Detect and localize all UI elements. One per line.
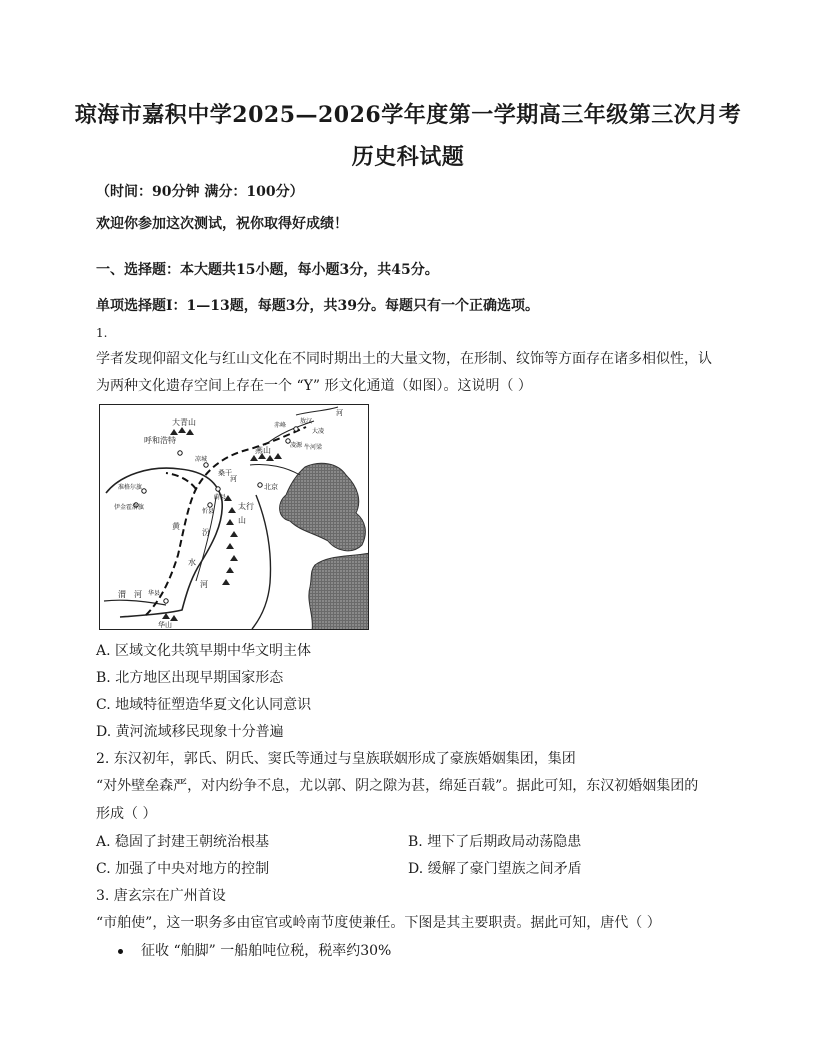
q2-stem-line1: 2. 东汉初年，郭氏、阴氏、窦氏等通过与皇族联姻形成了豪族婚姻集团，集团 xyxy=(96,751,576,767)
q3-stem-line1: 3. 唐玄宗在广州首设 xyxy=(96,888,226,904)
label-taihang: 太行 xyxy=(238,502,254,511)
label-huaxian: 华县 xyxy=(148,590,161,597)
daqingshan-mountains xyxy=(170,427,194,435)
bohai-sea xyxy=(280,463,366,551)
label-wei: 渭 xyxy=(118,590,126,599)
q3-bullet-1-text: 征收 “舶脚” 一船舶吨位税，税率约30% xyxy=(141,943,392,959)
y-corridor-route xyxy=(146,427,306,615)
label-chifeng: 赤峰 xyxy=(274,422,287,429)
q3-bullet-1 xyxy=(118,940,391,960)
label-yijinhuoluo: 伊金霍洛旗 xyxy=(114,504,145,511)
label-xinxian: 忻县 xyxy=(202,508,215,515)
label-liangcheng: 凉城 xyxy=(195,456,208,463)
label-beijing: 北京 xyxy=(264,483,278,491)
welcome-text: 欢迎你参加这次测试，祝你取得好成绩！ xyxy=(96,216,348,232)
label-daqingshan: 大青山 xyxy=(172,418,196,427)
yellow-sea xyxy=(309,553,369,630)
huashan-mountains xyxy=(162,613,178,621)
q1-option-b: B. 北方地区出现早期国家形态 xyxy=(96,670,284,686)
section-heading: 一、选择题：本大题共15小题，每小题3分，共45分。 xyxy=(96,262,439,278)
q2-option-c: C. 加强了中央对地方的控制 xyxy=(96,861,270,877)
label-yuxian: 蔚县 xyxy=(214,494,227,501)
map-figure xyxy=(100,405,369,630)
label-taihang-2: 山 xyxy=(238,516,246,525)
label-aohan: 敖汉 xyxy=(300,418,313,425)
sanggan-river xyxy=(250,464,300,475)
label-hohhot: 呼和浩特 xyxy=(144,436,176,445)
y-shaped-corridor-map xyxy=(99,404,369,630)
label-huang-2: 河 xyxy=(200,580,208,589)
bullet-dot-icon xyxy=(118,949,123,954)
label-huang: 黄 xyxy=(172,522,180,531)
q1-stem-line1: 学者发现仰韶文化与红山文化在不同时期出土的大量文物，在形制、纹饰等方面存在诸多相似性，认 xyxy=(96,351,712,367)
q3-stem-line2: “市舶使”，这一职务多由宦官或岭南节度使兼任。下图是其主要职责。据此可知，唐代（ ） xyxy=(96,915,661,931)
y-corridor-branch xyxy=(166,473,196,489)
exam-title: 琼海市嘉积中学2025—2026学年度第一学期高三年级第三次月考 xyxy=(74,102,742,128)
label-daling: 大凌 xyxy=(312,428,325,435)
time-info: （时间：90分钟 满分：100分） xyxy=(96,184,304,200)
label-zhungeer: 准格尔旗 xyxy=(118,484,143,491)
q1-option-a: A. 区域文化共筑早期中华文明主体 xyxy=(96,643,312,659)
label-fen: 汾 xyxy=(202,528,210,537)
label-sanggan-2: 河 xyxy=(230,475,237,483)
label-huashan: 华山 xyxy=(158,621,172,629)
q1-number: 1. xyxy=(96,326,108,340)
q2-option-b: B. 埋下了后期政局动荡隐患 xyxy=(408,834,582,850)
q2-option-d: D. 缓解了豪门望族之间矛盾 xyxy=(408,861,582,877)
q1-option-d: D. 黄河流域移民现象十分普遍 xyxy=(96,724,284,740)
label-wei-2: 河 xyxy=(134,590,142,599)
q2-stem-line3: 形成（ ） xyxy=(96,806,157,822)
q1-stem-line2: 为两种文化遗存空间上存在一个 “Y” 形文化通道（如图）。这说明（ ） xyxy=(96,378,532,394)
taihang-mountains xyxy=(222,495,238,585)
label-lingyuan: 凌源 xyxy=(290,442,303,449)
label-sanggan: 桑干 xyxy=(218,469,232,477)
subject-title: 历史科试题 xyxy=(351,144,465,170)
label-river-north: 河 xyxy=(336,409,343,417)
q1-option-c: C. 地域特征塑造华夏文化认同意识 xyxy=(96,697,312,713)
label-niuheliang: 牛河梁 xyxy=(304,444,323,451)
q2-option-a: A. 稳固了封建王朝统治根基 xyxy=(96,834,270,850)
q2-stem-line2: “对外壁垒森严，对内纷争不息，尤以郭、阴之隙为甚，绵延百载”。据此可知，东汉初婚姻集团的 xyxy=(96,778,699,794)
label-fen-2: 水 xyxy=(188,558,196,567)
section-subheading: 单项选择题Ⅰ：1—13题，每题3分，共39分。每题只有一个正确选项。 xyxy=(96,298,539,314)
label-yanshan: 燕山 xyxy=(255,446,271,455)
